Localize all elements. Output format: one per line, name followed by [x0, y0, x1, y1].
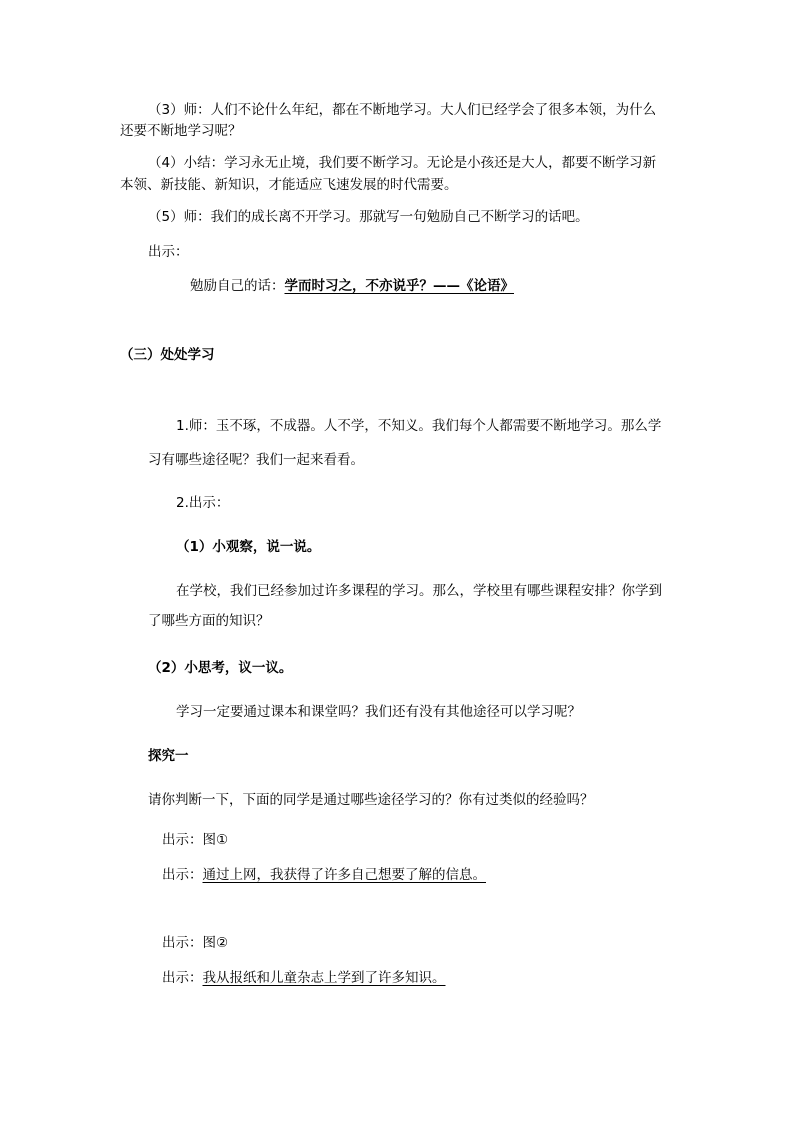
think-line: 学习一定要通过课本和课堂吗？我们还有没有其他途径可以学习呢？ [176, 704, 581, 720]
section-heading-3: （三）处处学习 [120, 347, 215, 363]
figure-2-text-line [162, 969, 446, 987]
paragraph-4-line-2: 本领、新技能、新知识，才能适应飞速发展的时代需要。 [120, 177, 458, 193]
figure-2-text-value: 我从报纸和儿童杂志上学到了许多知识。 [202, 970, 446, 986]
show-label-2: 2.出示： [176, 495, 230, 511]
figure-1-text-line [162, 866, 486, 884]
figure-2-value: 图② [202, 935, 229, 951]
figure-1-text-label: 出示： [162, 867, 203, 883]
paragraph-4-line-1: （4）小结：学习永无止境，我们要不断学习。无论是小孩还是大人，都要不断学习新 [148, 155, 657, 171]
figure-1-value: 图① [202, 832, 229, 848]
subheading-think: （2）小思考，议一议。 [148, 660, 293, 676]
figure-1-label: 出示： [162, 832, 203, 848]
teacher-line-1: 1.师：玉不琢，不成器。人不学，不知义。我们每个人都需要不断地学习。那么学 [176, 418, 662, 434]
figure-2-text-label: 出示： [162, 970, 203, 986]
motto-quote: 学而时习之，不亦说乎？——《论语》 [284, 278, 514, 294]
paragraph-5: （5）师：我们的成长离不开学习。那就写一句勉励自己不断学习的话吧。 [148, 209, 589, 225]
show-label-1: 出示： [148, 244, 189, 260]
paragraph-3-line-1: （3）师：人们不论什么年纪，都在不断地学习。大人们已经学会了很多本领，为什么 [148, 102, 657, 118]
observe-line-1: 在学校，我们已经参加过许多课程的学习。那么，学校里有哪些课程安排？你学到 [176, 583, 662, 599]
teacher-line-2: 习有哪些途径呢？我们一起来看看。 [148, 452, 364, 468]
subheading-observe: （1）小观察，说一说。 [176, 539, 321, 555]
motto-prefix: 勉励自己的话： [190, 278, 285, 294]
figure-2-line [162, 934, 228, 952]
figure-1-text-value: 通过上网，我获得了许多自己想要了解的信息。 [202, 867, 486, 883]
judge-line: 请你判断一下，下面的同学是通过哪些途径学习的？你有过类似的经验吗？ [148, 792, 594, 808]
explore-heading: 探究一 [148, 748, 189, 764]
figure-1-line [162, 831, 228, 849]
paragraph-3-line-2: 还要不断地学习呢？ [120, 123, 242, 139]
motto-line [190, 277, 514, 295]
figure-2-label: 出示： [162, 935, 203, 951]
observe-line-2: 了哪些方面的知识？ [148, 613, 270, 629]
